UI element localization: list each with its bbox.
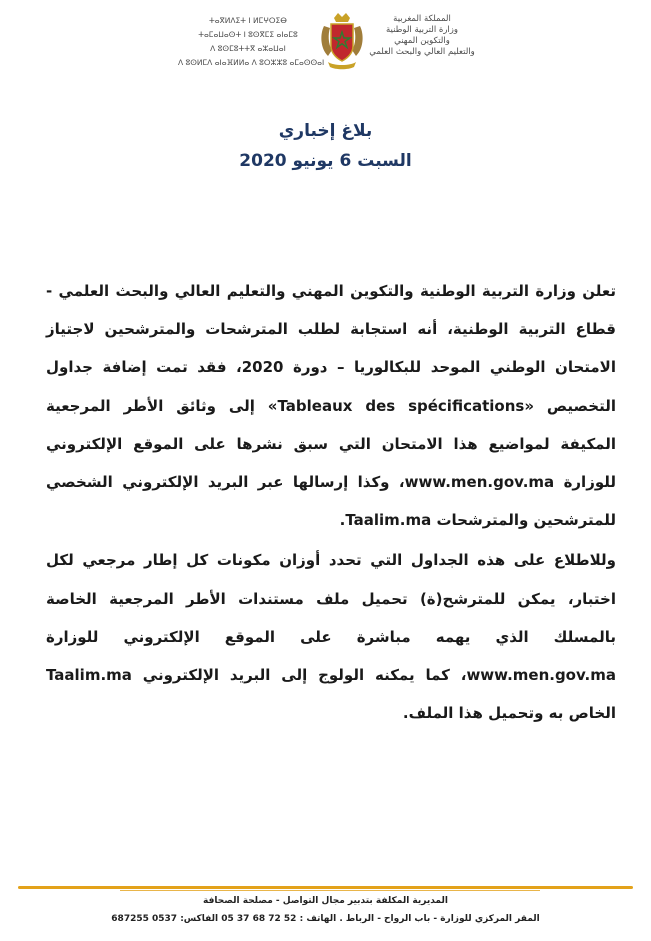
moroccan-coat-of-arms-icon xyxy=(318,10,366,72)
footer-address: المقر المركزي للوزارة - باب الرواح - الرباط . الهاتف : 52 72 68 37 05 الفاكس: 0537 687255 xyxy=(111,914,540,924)
tifinagh-line-1: ⵜⴰⴳⵍⴷⵉⵜ ⵏ ⵍⵎⵖⵔⵉⴱ xyxy=(209,16,287,25)
ministry-ar-line-2: وزارة التربية الوطنية xyxy=(385,25,459,35)
ministry-name-arabic xyxy=(362,14,482,58)
body-paragraph-1: تعلن وزارة التربية الوطنية والتكوين المهني والتعليم العالي والبحث العلمي - قطاع التربية الوطنية، أنه استجابة لطلب المترشحات والمترشحين لاجتياز الامتحان الوطني الموحد للبكالوريا – دورة 2020، فقد تمت إضافة جداول التخصيص «Tableaux des spécifications» إلى وثائق الأطر المرجعية المكيفة لمواضيع هذا الامتحان التي سبق نشرها على الموقع الإلكتروني للوزارة www.men.gov.ma، وكذا إرسالها عبر البريد الإلكتروني الشخصي للمترشحين والمترشحات Taalim.ma. xyxy=(46,282,616,530)
announcement-body xyxy=(46,272,616,732)
tifinagh-line-2: ⵜⴰⵎⴰⵡⴰⵙⵜ ⵏ ⵓⵙⴳⵎⵉ ⴰⵏⴰⵎⵓ xyxy=(198,30,298,39)
tifinagh-line-3: ⴷ ⵓⵙⵎⵓⵜⵜⴳ ⴰⵣⴰⵡⴰⵏ xyxy=(210,44,286,53)
announcement-heading xyxy=(0,118,651,174)
page-title: بلاغ إخباري xyxy=(278,121,373,141)
tifinagh-ministry-name xyxy=(178,14,325,70)
announcement-date: السبت 6 يونيو 2020 xyxy=(239,151,412,171)
ministry-ar-line-1: المملكة المغربية xyxy=(393,14,451,24)
tifinagh-line-4: ⴷ ⵓⵙⵍⵎⴷ ⴰⵏⴰⴼⵍⵍⴰ ⴷ ⵓⵔⵣⵣⵓ ⴰⵎⴰⵙⵙⴰⵏ xyxy=(178,58,325,67)
footer-divider-thin xyxy=(120,890,540,891)
body-paragraph-2: وللاطلاع على هذه الجداول التي تحدد أوزان مكونات كل إطار مرجعي لكل اختبار، يمكن للمترشح(ة) تحميل ملف مستندات الأطر المرجعية الخاصة بالمسلك الذي يهمه مباشرة على الموقع الإلكتروني للوزارة www.men.gov.ma، كما يمكنه الولوج إلى البريد الإلكتروني Taalim.ma الخاص به وتحميل هذا الملف. xyxy=(46,551,616,723)
footer xyxy=(0,874,651,941)
footer-divider xyxy=(18,886,633,889)
footer-department: المديرية المكلفة بتدبير مجال التواصل - مصلحة الصحافة xyxy=(203,896,448,906)
ministry-ar-line-3: والتكوين المهني xyxy=(394,36,450,46)
letterhead xyxy=(0,0,651,90)
ministry-ar-line-4: والتعليم العالي والبحث العلمي xyxy=(369,47,475,57)
